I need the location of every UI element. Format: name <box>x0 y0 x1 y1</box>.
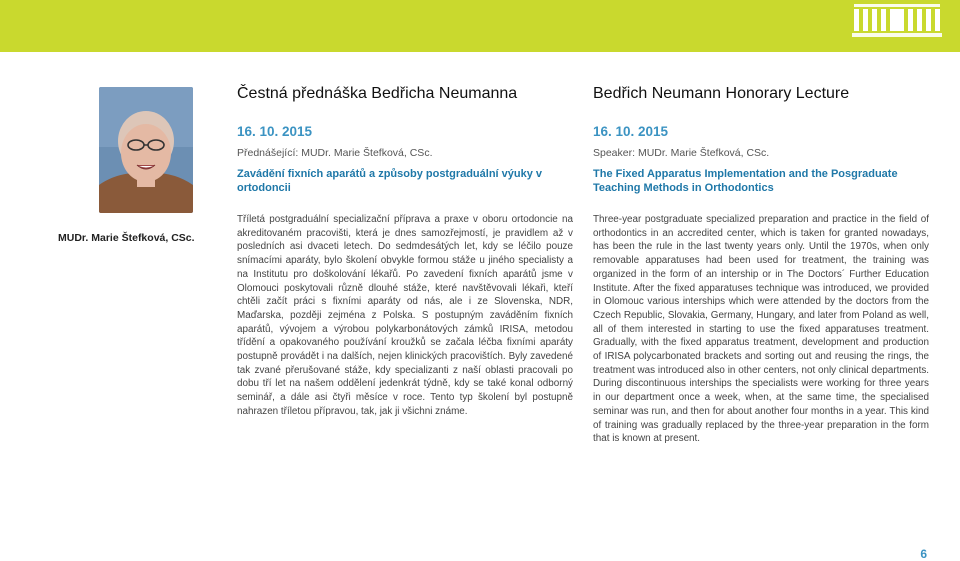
czech-column <box>237 84 573 419</box>
speaker-line-english: Speaker: MUDr. Marie Štefková, CSc. <box>593 147 770 159</box>
page-number: 6 <box>920 547 927 561</box>
building-columns-logo <box>852 4 944 38</box>
speaker-caption: MUDr. Marie Štefková, CSc. <box>58 232 195 244</box>
speaker-portrait <box>99 87 193 213</box>
header-bar <box>0 0 960 52</box>
topic-czech: Zavádění fixních aparátů a způsoby postgraduální výuky v ortodoncii <box>237 168 543 194</box>
page-title-czech: Čestná přednáška Bedřicha Neumanna <box>237 85 518 102</box>
english-column <box>593 84 929 446</box>
page-title-english: Bedřich Neumann Honorary Lecture <box>593 85 850 102</box>
abstract-czech: Tříletá postgraduální specializační příprava a praxe v oboru ortodoncie na akreditovaném pracovišti, která je dnes samozřejmostí, je pravidlem až v posledních asi dvaceti letech. Do sedmdesátých let, kdy se léčilo pouze snímacími aparáty, bylo školení obvykle formou stáže u jiného specialisty a na Institutu pro doškolování lékařů. Po zavedení fixních aparátů jsme v Olomouci poskytovali různě dlouhé stáže, které navštěvovali lékaři, kteří chtěli začít práci s fixními aparáty od nás, ale i ze Slovenska, NDR, Maďarska, později zejména z Polska. S postupným zaváděním fixních aparátů, vývojem a výrobou polykarbonátových zámků IRISA, metodou třídění a opakovaného používání kroužků se začala léčba fixními aparáty postupně provádět i na dalších, nejen klinických pracovištích. Byly zavedené tak zvané přerušované stáže, kdy specializanti z naší oblasti pracovali po dobu tří let na našem oddělení jedenkrát týdně, kdy se také konal odborný seminář, a dále asi čtyři měsíce v roce. Tento typ školení byl postupně nahrazen tříletou přípravou, tak, jak ji všichni známe. <box>237 214 573 417</box>
abstract-english: Three-year postgraduate specialized preparation and practice in the field of orthodontics in an accredited center, which is taken for granted nowadays, has been the rule in the last twenty years only. Until the 1970s, when only removable apparatuses had been used for treatment, the training was organized in the form of an intership or in The Doctors´ Further Education Institute. After the fixed apparatuses technique was introduced, we provided in Olomouc various interships which were attended by the doctors from the Czech Republic, Slovakia, Germany, Hungary, and later from Poland as well, all of them interested in starting to use the fixed apparatuses treatment. Gradually, with the fixed apparatus treatment, development and production of IRISA polycarbonated brackets and sorting out and reusing the rings, the treatment was introduced also in other centers, not only clinical departments. During discontinuous interships the specialists were working for three years in our department once a week, when, at the same time, the specialised seminar was run, and then for about another four months in a year. This kind of training was gradually replaced by the three-year preparation in the form that is known at present. <box>593 214 929 445</box>
lecture-date-czech: 16. 10. 2015 <box>237 124 313 139</box>
speaker-line-czech: Přednášející: MUDr. Marie Štefková, CSc. <box>237 147 433 159</box>
topic-english: The Fixed Apparatus Implementation and the Posgraduate Teaching Methods in Orthodontics <box>593 168 898 194</box>
lecture-date-english: 16. 10. 2015 <box>593 124 669 139</box>
